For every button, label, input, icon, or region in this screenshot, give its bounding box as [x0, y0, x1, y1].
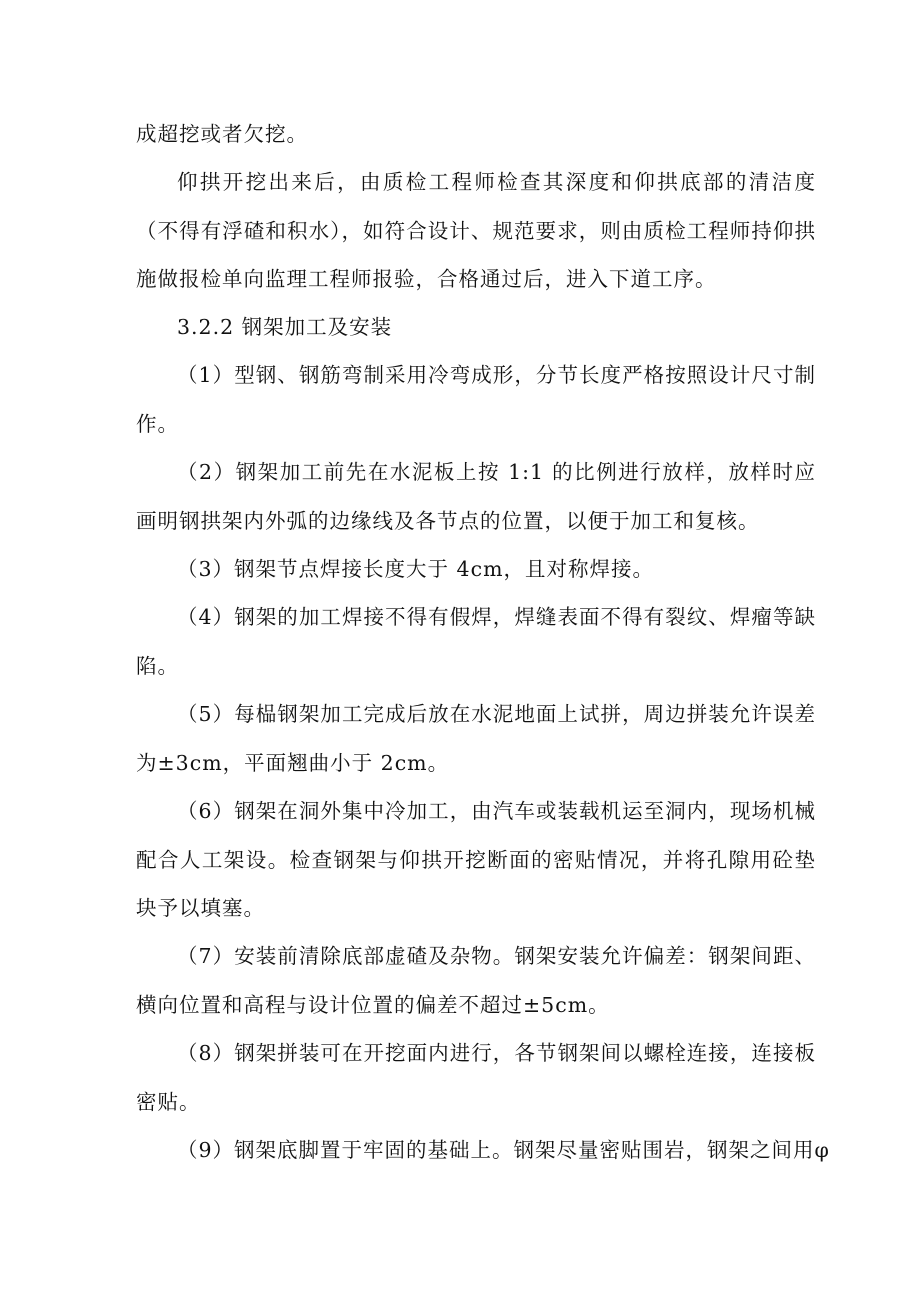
- list-item-3: （3）钢架节点焊接长度大于 4cm，且对称焊接。: [177, 557, 655, 581]
- list-item-5: （5）每榀钢架加工完成后放在水泥地面上试拼，周边拼装允许误差为±3cm，平面翘曲小于 2cm。: [136, 702, 816, 775]
- list-item-1: （1）型钢、钢筋弯制采用冷弯成形，分节长度严格按照设计尺寸制作。: [136, 363, 816, 436]
- list-item-6: （6）钢架在洞外集中冷加工，由汽车或装载机运至洞内，现场机械配合人工架设。检查钢架与仰拱开挖断面的密贴情况，并将孔隙用砼垫块予以填塞。: [136, 799, 816, 920]
- section-heading-3-2-2: 3.2.2 钢架加工及安装: [177, 315, 393, 339]
- paragraph-continuation: 成超挖或者欠挖。: [136, 122, 308, 146]
- list-item-7: （7）安装前清除底部虚碴及杂物。钢架安装允许偏差：钢架间距、横向位置和高程与设计位置的偏差不超过±5cm。: [136, 944, 816, 1017]
- paragraph-inverted-arch-inspection: 仰拱开挖出来后，由质检工程师检查其深度和仰拱底部的清洁度（不得有浮碴和积水），如符合设计、规范要求，则由质检工程师持仰拱施做报检单向监理工程师报验，合格通过后，进入下道工序。: [136, 170, 816, 291]
- list-item-4: （4）钢架的加工焊接不得有假焊，焊缝表面不得有裂纹、焊瘤等缺陷。: [136, 605, 816, 678]
- list-item-2: （2）钢架加工前先在水泥板上按 1:1 的比例进行放样，放样时应画明钢拱架内外弧的边缘线及各节点的位置，以便于加工和复核。: [136, 460, 816, 533]
- list-item-8: （8）钢架拼装可在开挖面内进行，各节钢架间以螺栓连接，连接板密贴。: [136, 1041, 816, 1114]
- list-item-9: （9）钢架底脚置于牢固的基础上。钢架尽量密贴围岩，钢架之间用φ: [177, 1138, 830, 1162]
